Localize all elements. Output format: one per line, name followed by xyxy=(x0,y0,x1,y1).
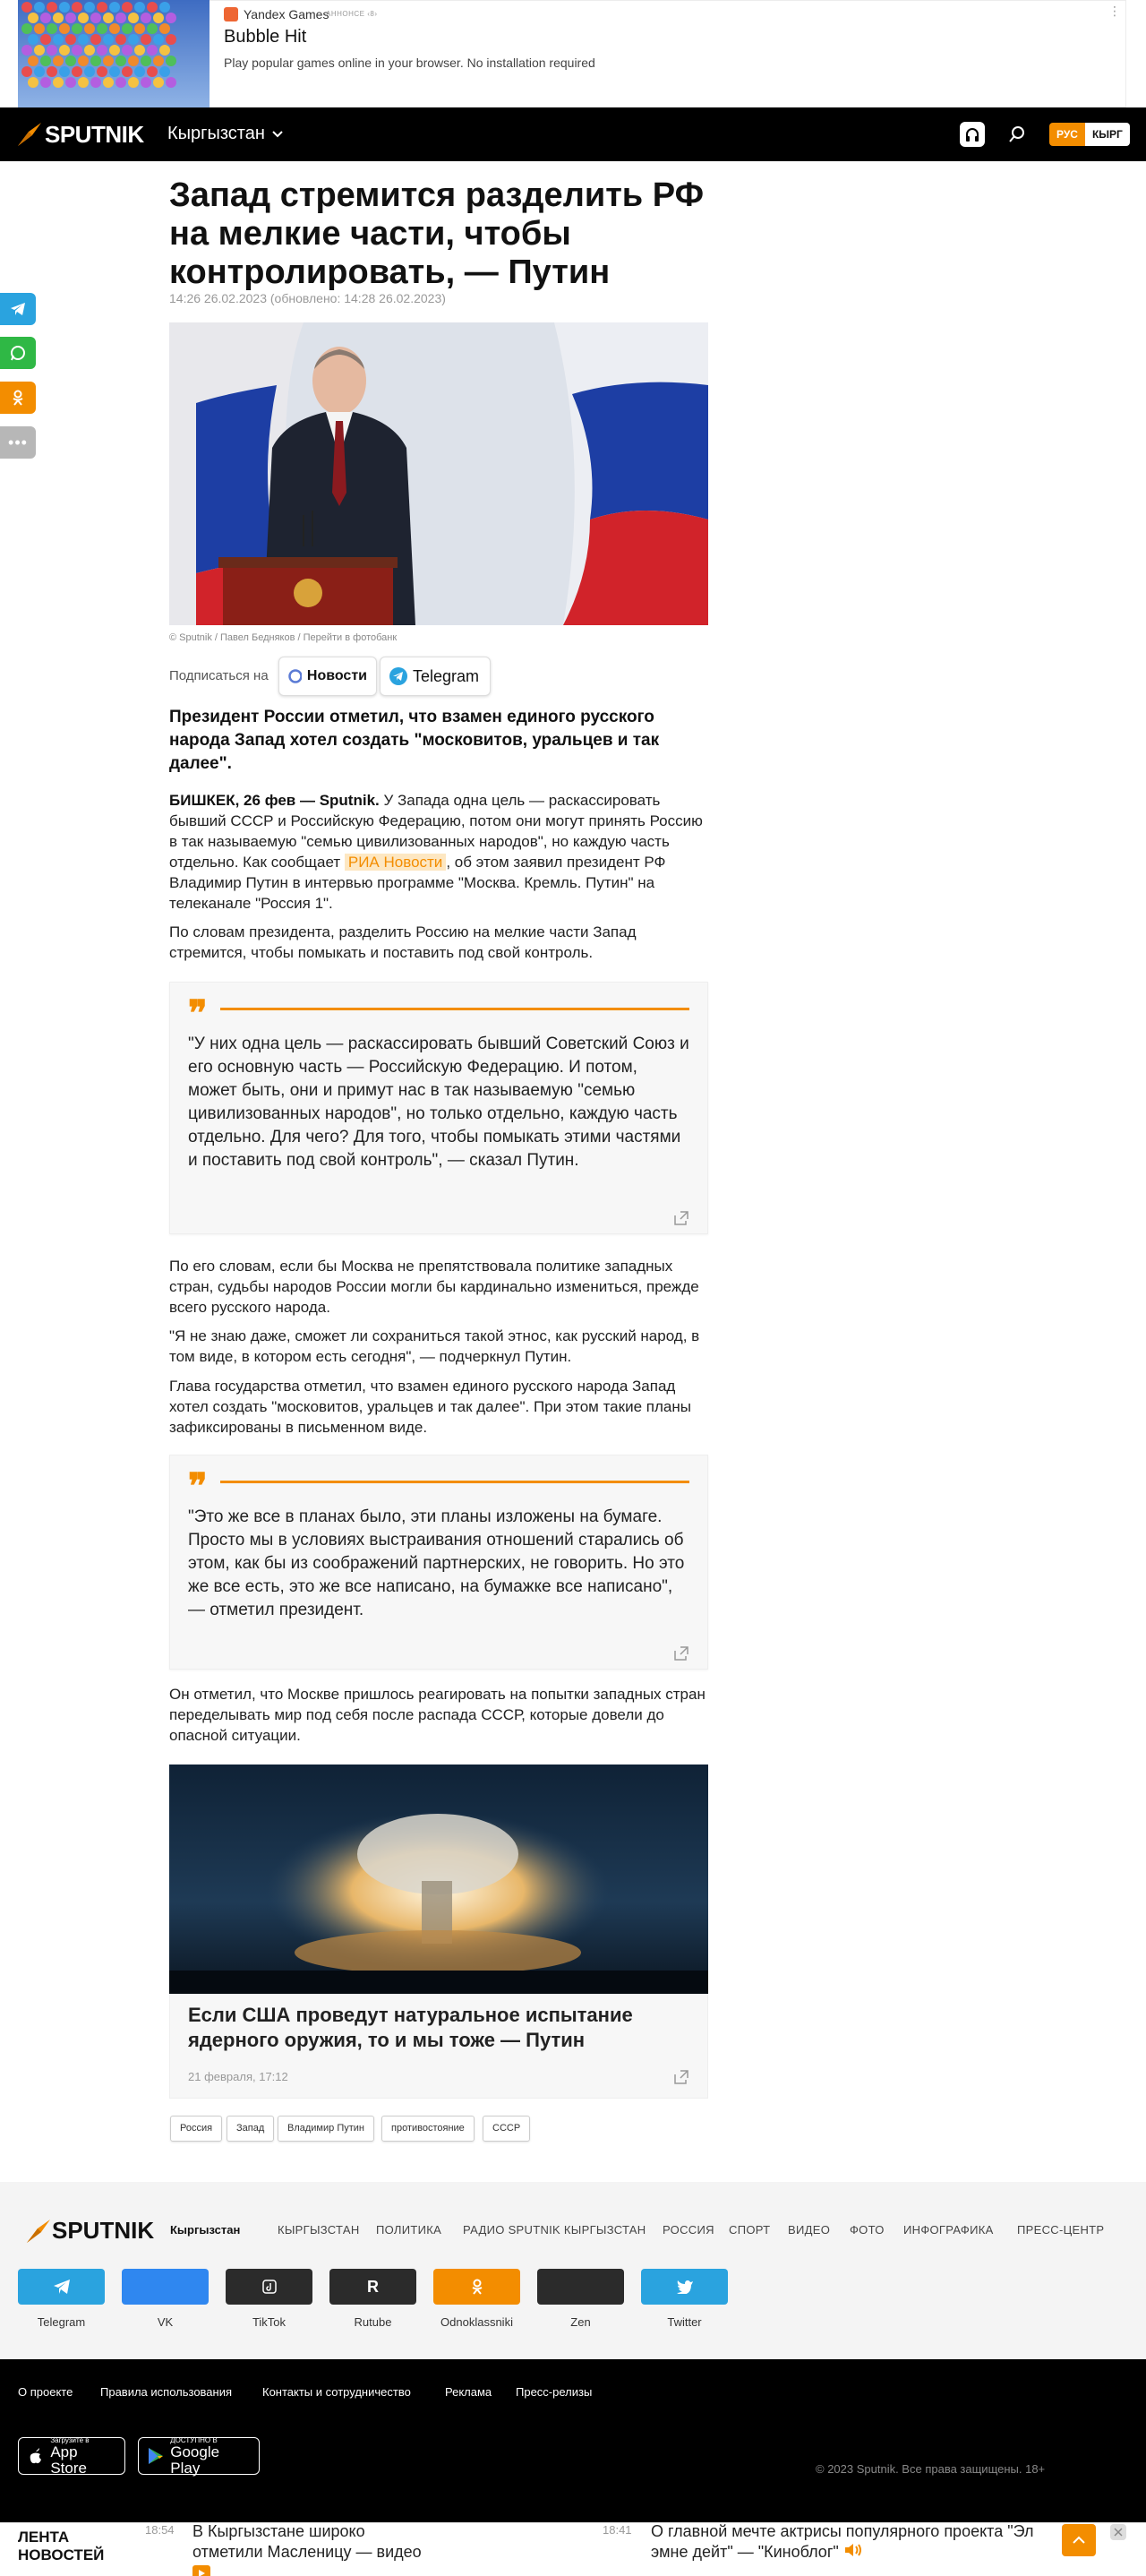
odnoklassniki-icon xyxy=(12,390,24,406)
ad-bubble xyxy=(109,66,120,77)
ad-bubble xyxy=(153,34,164,45)
ad-bubble xyxy=(109,2,120,13)
ticker-label[interactable] xyxy=(18,2529,104,2564)
paragraph-5: Глава государства отметил, что взамен единого русского народа Запад хотел создать "московитов, уральцев и так далее". При этом такие планы зафиксированы в письменном виде. xyxy=(169,1378,691,1436)
sputnik-star-icon xyxy=(16,121,43,148)
ad-bubble xyxy=(47,23,57,34)
footer-logo[interactable] xyxy=(25,2217,154,2245)
ticker-item[interactable] xyxy=(192,2521,434,2576)
ad-bubble xyxy=(40,56,51,66)
quote-2 xyxy=(169,1455,708,1670)
ad-bubble xyxy=(122,23,133,34)
ad-bubble xyxy=(97,66,107,77)
ad-bubble xyxy=(147,2,158,13)
telegram-icon xyxy=(53,2279,71,2295)
ad-bubble xyxy=(65,13,76,23)
tag[interactable]: противостояние xyxy=(381,2116,475,2142)
ticker-time: 18:41 xyxy=(603,2523,632,2537)
social-label[interactable]: VK xyxy=(157,2315,174,2329)
ad-bubble xyxy=(122,66,133,77)
novosti-icon xyxy=(288,669,302,683)
ticker-time: 18:54 xyxy=(145,2523,175,2537)
quote-divider xyxy=(220,1008,689,1010)
ad-bubble xyxy=(134,23,145,34)
video-icon xyxy=(192,2565,210,2576)
search-icon[interactable] xyxy=(1006,124,1028,145)
ad-bubble xyxy=(90,77,101,88)
region-selector[interactable] xyxy=(167,124,283,144)
ad-bubble xyxy=(166,77,176,88)
subscribe-novosti-label: Новости xyxy=(306,668,367,683)
ad-bubble xyxy=(115,13,126,23)
ad-bubble xyxy=(28,56,38,66)
ad-bubble xyxy=(65,34,76,45)
more-vertical-icon[interactable]: ⋮ xyxy=(1108,4,1121,18)
twitter-icon xyxy=(676,2280,694,2294)
footer-link-about[interactable]: О проекте xyxy=(18,2385,73,2399)
dateline: БИШКЕК, 26 фев — Sputnik. xyxy=(169,792,380,809)
ad-bubble xyxy=(128,34,139,45)
google-play-icon xyxy=(148,2447,163,2465)
tiktok-icon xyxy=(262,2280,277,2294)
ad-bubble xyxy=(103,56,114,66)
ad-bubble xyxy=(166,34,176,45)
quote-divider xyxy=(220,1481,689,1483)
quote-mark-icon: ❞ xyxy=(188,992,208,1035)
related-article-date: 21 февраля, 17:12 xyxy=(188,2070,288,2083)
ad-bubble xyxy=(128,13,139,23)
social-telegram-button[interactable] xyxy=(18,2269,105,2305)
ticker-item-text: В Кыргызстане широко отметили Масленицу — видео xyxy=(192,2522,422,2561)
chevron-down-icon xyxy=(272,131,283,138)
google-play-small: ДОСТУПНО В xyxy=(170,2435,218,2444)
ad-bubble xyxy=(28,13,38,23)
ad-bubble xyxy=(153,13,164,23)
social-tiktok-button[interactable] xyxy=(226,2269,312,2305)
ad-bubble xyxy=(97,45,107,56)
ad-description[interactable]: Play popular games online in your browser. No installation required xyxy=(224,56,595,70)
paragraph-3: По его словам, если бы Москва не препятствовала политике западных стран, судьбы народов России могли бы кардинально измениться, прежде всего русского народа. xyxy=(169,1258,699,1316)
ad-title[interactable]: Bubble Hit xyxy=(224,27,307,47)
footer-nav-item[interactable]: ПОЛИТИКА xyxy=(376,2223,442,2237)
ad-bubble xyxy=(72,45,82,56)
ad-bubble xyxy=(47,45,57,56)
ad-bubble xyxy=(53,77,64,88)
footer-link-contacts[interactable]: Контакты и сотрудничество xyxy=(262,2385,411,2399)
social-label[interactable]: Zen xyxy=(570,2315,591,2329)
odnoklassniki-icon xyxy=(471,2279,483,2295)
share-quote-icon[interactable] xyxy=(673,1210,689,1226)
app-store-button[interactable] xyxy=(18,2437,125,2475)
ad-bubble xyxy=(72,23,82,34)
quote-mark-icon: ❞ xyxy=(188,1465,208,1507)
ad-game-image xyxy=(18,0,210,107)
ad-bubble xyxy=(21,45,32,56)
article-photo[interactable] xyxy=(169,322,708,625)
lang-kyrg[interactable]: КЫРГ xyxy=(1085,123,1130,146)
paragraph-2: По словам президента, разделить Россию на мелкие части Запад стремится, чтобы помыкать и поставить под свой контроль. xyxy=(169,923,637,961)
ad-bubble xyxy=(34,66,45,77)
ad-bubble xyxy=(28,34,38,45)
ticker-close-button[interactable] xyxy=(1110,2524,1126,2540)
tag[interactable]: Россия xyxy=(170,2116,222,2142)
footer-nav-item[interactable]: ФОТО xyxy=(850,2223,885,2237)
ad-bubble xyxy=(72,66,82,77)
ad-bubble xyxy=(78,56,89,66)
ad-bubble xyxy=(84,2,95,13)
footer-link-press[interactable]: Пресс-релизы xyxy=(516,2385,593,2399)
tag[interactable]: СССР xyxy=(483,2116,530,2142)
share-odnoklassniki[interactable] xyxy=(0,382,36,414)
share-whatsapp[interactable] xyxy=(0,337,36,369)
ad-bubble xyxy=(153,77,164,88)
subscribe-label: Подписаться на xyxy=(169,668,269,683)
ad-bubble xyxy=(115,56,126,66)
ad-bubble xyxy=(65,56,76,66)
ad-bubble xyxy=(147,23,158,34)
tag[interactable]: Запад xyxy=(227,2116,274,2142)
footer-nav-item[interactable]: КЫРГЫЗСТАН xyxy=(278,2223,360,2237)
ad-brand[interactable]: Yandex Games xyxy=(244,7,329,21)
share-related-icon[interactable] xyxy=(673,2069,689,2085)
chevron-up-icon xyxy=(1073,2536,1085,2545)
footer-region: Кыргызстан xyxy=(170,2223,241,2237)
paragraph-1-b: , об этом заявил президент РФ Владимир Путин в интервью программе "Москва. Кремль. Путин" на телеканале "Россия 1". xyxy=(169,854,666,912)
footer-nav-item[interactable]: ПРЕСС-ЦЕНТР xyxy=(1017,2223,1105,2237)
ad-bubble xyxy=(141,34,151,45)
ad-bubble xyxy=(147,66,158,77)
subscribe-telegram-button[interactable] xyxy=(380,657,491,696)
ad-bubble xyxy=(153,56,164,66)
related-article-title[interactable]: Если США проведут натуральное испытание ядерного оружия, то и мы тоже — Путин xyxy=(188,2004,633,2051)
social-label[interactable]: Odnoklassniki xyxy=(440,2315,513,2329)
footer-nav-item[interactable]: РАДИО SPUTNIK КЫРГЫЗСТАН xyxy=(463,2223,646,2237)
ad-bubble xyxy=(159,66,170,77)
social-label[interactable]: Rutube xyxy=(354,2315,392,2329)
ad-bubble xyxy=(134,2,145,13)
ad-bubble xyxy=(53,34,64,45)
logo-text: SPUTNIK xyxy=(45,120,144,148)
footer-nav-item[interactable]: СПОРТ xyxy=(729,2223,771,2237)
ad-bubble xyxy=(134,45,145,56)
tag[interactable]: Владимир Путин xyxy=(278,2116,374,2142)
ad-bubble xyxy=(109,45,120,56)
article-lead: Президент России отметил, что взамен единого русского народа Запад хотел создать "московитов, уральцев и так далее". xyxy=(169,708,660,773)
nuclear-explosion-image xyxy=(169,1765,708,1994)
lang-rus[interactable]: РУС xyxy=(1049,123,1085,146)
social-odnoklassniki-button[interactable] xyxy=(433,2269,520,2305)
ad-bubble xyxy=(59,45,70,56)
footer-nav-item[interactable]: ИНФОГРАФИКА xyxy=(903,2223,994,2237)
photo-credit[interactable]: © Sputnik / Павел Бедняков / Перейти в фотобанк xyxy=(169,632,398,643)
ad-bubble xyxy=(97,2,107,13)
social-label[interactable]: Twitter xyxy=(667,2315,702,2329)
ad-bubble xyxy=(34,23,45,34)
footer-logo-text: SPUTNIK xyxy=(52,2217,155,2244)
language-switch xyxy=(1049,123,1130,146)
ad-bubble xyxy=(159,45,170,56)
ad-bubble xyxy=(141,13,151,23)
ad-bubble xyxy=(78,34,89,45)
quote-1 xyxy=(169,982,708,1234)
ad-bubble xyxy=(103,34,114,45)
headphones-icon xyxy=(964,126,980,142)
ticker-item-text: О главной мечте актрисы популярного проекта "Эл эмне дейт" — "Киноблог" xyxy=(651,2522,1034,2561)
ad-bubble xyxy=(90,56,101,66)
ad-bubble xyxy=(47,66,57,77)
ad-bubble xyxy=(122,2,133,13)
region-label: Кыргызстан xyxy=(167,124,265,143)
ria-link[interactable]: РИА Новости xyxy=(345,854,446,871)
ad-bubble xyxy=(166,13,176,23)
ad-bubble xyxy=(141,56,151,66)
article-date: 14:26 26.02.2023 (обновлено: 14:28 26.02.2023) xyxy=(169,291,446,305)
ad-bubble xyxy=(134,66,145,77)
ad-bubble xyxy=(53,56,64,66)
article-title: Запад стремится разделить РФ на мелкие части, чтобы контролировать, — Путин xyxy=(169,176,704,291)
ad-bubble xyxy=(59,2,70,13)
social-vk-button[interactable] xyxy=(122,2269,209,2305)
ad-bubble xyxy=(84,45,95,56)
ad-bubble xyxy=(84,66,95,77)
ticker-label-line2: НОВОСТЕЙ xyxy=(18,2546,105,2563)
share-telegram[interactable] xyxy=(0,293,36,325)
close-icon xyxy=(1110,2524,1126,2540)
ad-bubble xyxy=(47,2,57,13)
sputnik-logo[interactable] xyxy=(16,120,144,149)
quote-2-text: "Это же все в планах было, эти планы изложены на бумаге. Просто мы в условиях выстраивания отношений старались об этом, как бы из соображений партнерских, не говорить. Но это же все есть, это же все написано, на бумажке все написано", — отметил президент. xyxy=(188,1507,685,1619)
app-store-small: Загрузите в xyxy=(50,2435,90,2444)
ad-bubble xyxy=(159,2,170,13)
subscribe-telegram-label: Telegram xyxy=(413,666,480,685)
ad-bubble xyxy=(103,13,114,23)
ad-bubble xyxy=(53,13,64,23)
ad-bubble xyxy=(128,56,139,66)
apple-icon xyxy=(28,2447,43,2465)
social-zen-button[interactable] xyxy=(537,2269,624,2305)
paragraph-6: Он отметил, что Москве пришлось реагировать на попытки западных стран переделывать мир под себя после распада СССР, которые довели до опасной ситуации. xyxy=(169,1686,706,1744)
ad-bubble xyxy=(59,23,70,34)
ad-bubble xyxy=(59,66,70,77)
ad-bubble xyxy=(128,77,139,88)
paragraph-1-a: У Запада одна цель — раскассировать бывший СССР и Российскую Федерацию, потом они могут принять Россию в так называемую "семью цивилизованных народов", но каждую часть отдельно. Как сообщает xyxy=(169,792,703,871)
copyright: © 2023 Sputnik. Все права защищены. 18+ xyxy=(816,2462,1046,2476)
ad-bubble xyxy=(34,2,45,13)
yandex-games-icon xyxy=(224,7,238,21)
ad-bubble xyxy=(21,66,32,77)
ad-bubble xyxy=(72,2,82,13)
ad-bubble xyxy=(141,77,151,88)
ad-bubble xyxy=(166,56,176,66)
sputnik-star-icon xyxy=(25,2218,52,2245)
telegram-icon xyxy=(10,302,26,316)
ad-bubble xyxy=(109,23,120,34)
ad-bubble xyxy=(147,45,158,56)
app-store-label: App Store xyxy=(50,2443,87,2477)
google-play-label: Google Play xyxy=(170,2443,220,2477)
ad-bubble xyxy=(103,77,114,88)
paragraph-4: "Я не знаю даже, сможет ли сохраниться такой этнос, как русский народ, в том виде, в котором есть сегодня", — подчеркнул Путин. xyxy=(169,1327,700,1365)
ad-bubble xyxy=(40,13,51,23)
more-icon: ••• xyxy=(8,433,28,451)
footer-link-terms[interactable]: Правила использования xyxy=(100,2385,233,2399)
ad-bubble xyxy=(65,77,76,88)
google-play-button[interactable] xyxy=(138,2437,260,2475)
social-rutube-button[interactable] xyxy=(329,2269,416,2305)
share-more[interactable] xyxy=(0,426,36,459)
ad-bubble xyxy=(90,13,101,23)
social-twitter-button[interactable] xyxy=(641,2269,728,2305)
social-label[interactable]: TikTok xyxy=(252,2315,286,2329)
ad-bubble xyxy=(115,77,126,88)
footer-link-ads[interactable]: Реклама xyxy=(445,2385,492,2399)
share-quote-icon[interactable] xyxy=(673,1645,689,1662)
ad-bubble xyxy=(78,13,89,23)
telegram-icon xyxy=(389,667,407,685)
related-article-image[interactable] xyxy=(169,1765,708,1994)
ad-bubble xyxy=(115,34,126,45)
subscribe-novosti-button[interactable] xyxy=(278,657,377,696)
whatsapp-icon xyxy=(10,345,26,361)
ticker-label-line1: ЛЕНТА xyxy=(18,2529,70,2546)
ad-bubble xyxy=(34,45,45,56)
radio-button[interactable] xyxy=(960,122,985,147)
quote-1-text: "У них одна цель — раскассировать бывший Советский Союз и его основную часть — Российскую Федерацию. И потом, может быть, они и примут нас в так называемую "семью цивилизованных народов", но только отдельно, каждую часть отдельно. Для чего? Для того, чтобы помыкать этими частями и поставить под свой контроль", — сказал Путин. xyxy=(188,1035,689,1170)
ad-bubble xyxy=(97,23,107,34)
footer-nav-item[interactable]: ВИДЕО xyxy=(788,2223,831,2237)
ad-bubble xyxy=(122,45,133,56)
ad-bubble xyxy=(40,77,51,88)
ticker-item[interactable] xyxy=(651,2521,1045,2563)
ad-bubble xyxy=(28,77,38,88)
audio-icon xyxy=(843,2542,865,2563)
ad-bubble xyxy=(159,23,170,34)
social-label[interactable]: Telegram xyxy=(37,2315,86,2329)
ad-thumbnail[interactable] xyxy=(18,0,210,107)
ad-bubble xyxy=(90,34,101,45)
paragraph-1 xyxy=(169,790,708,914)
ticker-expand-button[interactable] xyxy=(1062,2524,1096,2556)
ad-label: АННОНСЕ ‹8› xyxy=(326,10,378,18)
footer-nav-item[interactable]: РОССИЯ xyxy=(663,2223,714,2237)
putin-photo xyxy=(169,322,708,625)
ad-bubble xyxy=(21,23,32,34)
ad-bubble xyxy=(78,77,89,88)
ad-bubble xyxy=(84,23,95,34)
rutube-icon: R xyxy=(367,2277,379,2296)
ad-bubble xyxy=(21,2,32,13)
ad-bubble xyxy=(40,34,51,45)
